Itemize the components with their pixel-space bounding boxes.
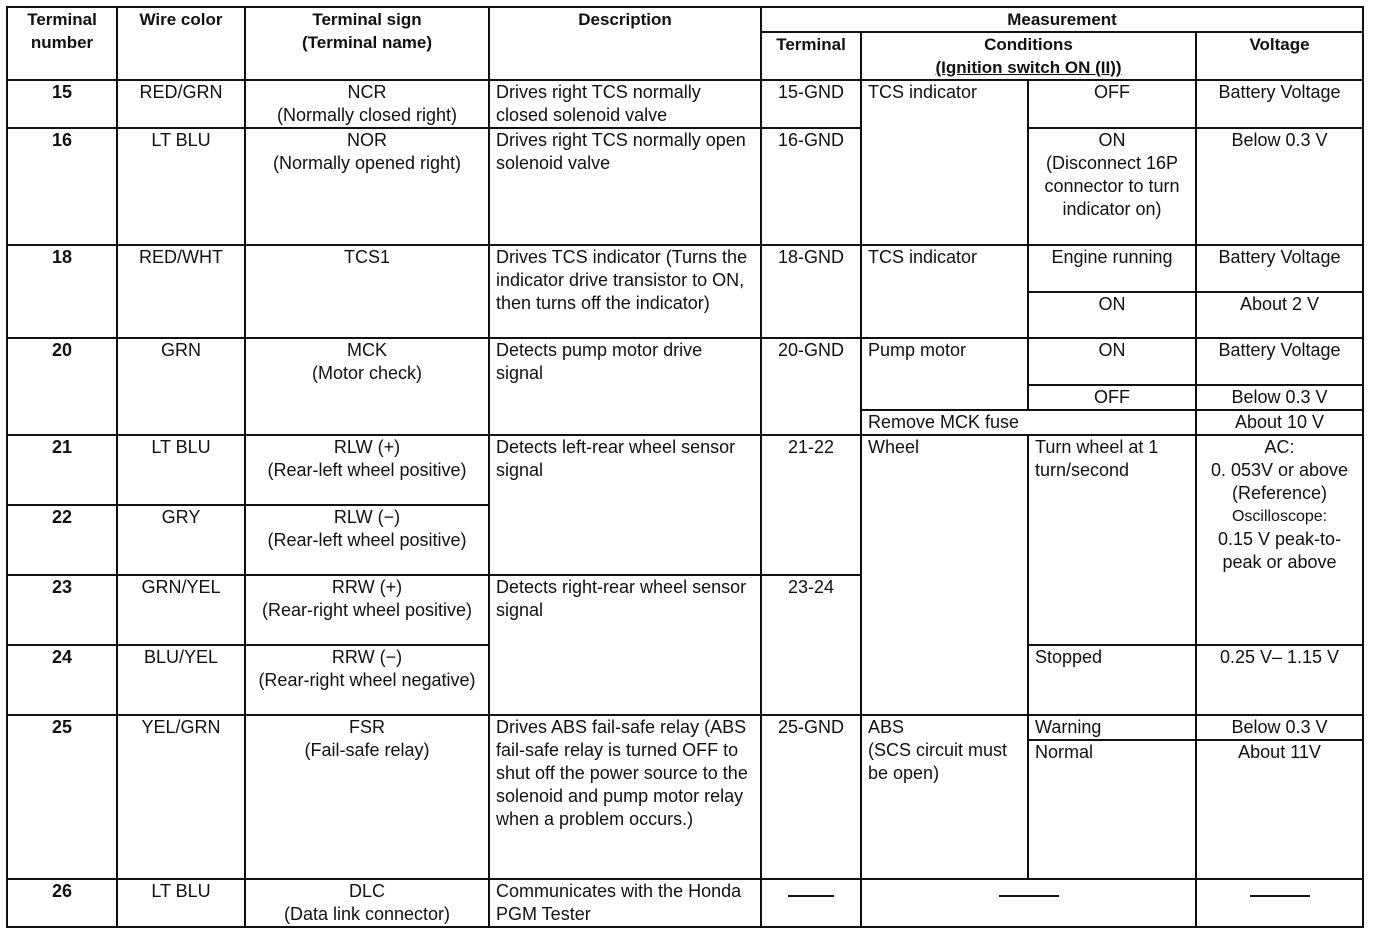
voltage-dash bbox=[1196, 879, 1363, 927]
dash-mark bbox=[1250, 895, 1310, 897]
measure-terminal-dash bbox=[761, 879, 861, 927]
terminal-sign: NCR (Normally closed right) bbox=[245, 80, 489, 128]
wire-color: LT BLU bbox=[117, 879, 245, 927]
voltage: Below 0.3 V bbox=[1196, 715, 1363, 740]
condition: Remove MCK fuse bbox=[861, 410, 1196, 435]
terminal-number: 26 bbox=[7, 879, 117, 927]
terminal-number: 15 bbox=[7, 80, 117, 128]
description: Detects right-rear wheel sensor signal bbox=[489, 575, 761, 715]
condition: Wheel bbox=[861, 435, 1028, 715]
table-row bbox=[7, 245, 1363, 292]
condition-state: OFF bbox=[1028, 385, 1196, 410]
condition: Pump motor bbox=[861, 338, 1028, 410]
header-terminal: Terminal bbox=[761, 32, 861, 80]
measure-terminal: 15-GND bbox=[761, 80, 861, 128]
condition-state: ON bbox=[1028, 338, 1196, 385]
dash-mark bbox=[999, 895, 1059, 897]
terminal-sign: RRW (+) (Rear-right wheel positive) bbox=[245, 575, 489, 645]
table-row bbox=[7, 338, 1363, 385]
table-row bbox=[7, 715, 1363, 740]
condition: TCS indicator bbox=[861, 80, 1028, 245]
description: Drives ABS fail-safe relay (ABS fail-safe relay is turned OFF to shut off the power source to the solenoid and pump motor relay when a problem occurs.) bbox=[489, 715, 761, 879]
dash-mark bbox=[788, 895, 834, 897]
terminal-number: 23 bbox=[7, 575, 117, 645]
terminal-number: 22 bbox=[7, 505, 117, 575]
description: Drives right TCS normally open solenoid valve bbox=[489, 128, 761, 245]
condition-state: Turn wheel at 1 turn/second bbox=[1028, 435, 1196, 645]
condition: ABS (SCS circuit must be open) bbox=[861, 715, 1028, 879]
terminal-number: 20 bbox=[7, 338, 117, 435]
terminal-sign: MCK (Motor check) bbox=[245, 338, 489, 435]
table-row bbox=[7, 80, 1363, 128]
terminal-sign: DLC (Data link connector) bbox=[245, 879, 489, 927]
description: Detects left-rear wheel sensor signal bbox=[489, 435, 761, 575]
description: Drives right TCS normally closed solenoid valve bbox=[489, 80, 761, 128]
wire-color: LT BLU bbox=[117, 128, 245, 245]
voltage: AC: 0. 053V or above (Reference) Oscilloscope: 0.15 V peak-to-peak or above bbox=[1196, 435, 1363, 645]
terminal-number: 16 bbox=[7, 128, 117, 245]
measure-terminal: 20-GND bbox=[761, 338, 861, 435]
voltage: Battery Voltage bbox=[1196, 245, 1363, 292]
terminal-sign: RLW (+) (Rear-left wheel positive) bbox=[245, 435, 489, 505]
condition-state: Normal bbox=[1028, 740, 1196, 879]
header-description: Description bbox=[489, 7, 761, 80]
condition-state: ON bbox=[1028, 292, 1196, 338]
voltage: Battery Voltage bbox=[1196, 80, 1363, 128]
table-row bbox=[7, 128, 1363, 245]
header-voltage: Voltage bbox=[1196, 32, 1363, 80]
measure-terminal: 16-GND bbox=[761, 128, 861, 245]
voltage: Below 0.3 V bbox=[1196, 385, 1363, 410]
condition-state: Warning bbox=[1028, 715, 1196, 740]
wire-color: RED/GRN bbox=[117, 80, 245, 128]
wire-color: GRN/YEL bbox=[117, 575, 245, 645]
header-terminal-sign: Terminal sign (Terminal name) bbox=[245, 7, 489, 80]
table-row bbox=[7, 879, 1363, 927]
table-row bbox=[7, 435, 1363, 505]
description: Detects pump motor drive signal bbox=[489, 338, 761, 435]
condition-state: ON (Disconnect 16P connector to turn indicator on) bbox=[1028, 128, 1196, 245]
wire-color: LT BLU bbox=[117, 435, 245, 505]
condition-dash bbox=[861, 879, 1196, 927]
header-conditions: Conditions (Ignition switch ON (II)) bbox=[861, 32, 1196, 80]
terminal-number: 21 bbox=[7, 435, 117, 505]
voltage: About 2 V bbox=[1196, 292, 1363, 338]
terminal-measurement-table bbox=[6, 6, 1364, 928]
header-wire-color: Wire color bbox=[117, 7, 245, 80]
terminal-number: 25 bbox=[7, 715, 117, 879]
measure-terminal: 25-GND bbox=[761, 715, 861, 879]
description: Communicates with the Honda PGM Tester bbox=[489, 879, 761, 927]
header-terminal-number: Terminal number bbox=[7, 7, 117, 80]
voltage: About 10 V bbox=[1196, 410, 1363, 435]
terminal-number: 24 bbox=[7, 645, 117, 715]
terminal-table-page bbox=[6, 6, 1362, 928]
condition-state: OFF bbox=[1028, 80, 1196, 128]
measure-terminal: 23-24 bbox=[761, 575, 861, 715]
voltage: Battery Voltage bbox=[1196, 338, 1363, 385]
terminal-sign: TCS1 bbox=[245, 245, 489, 338]
wire-color: YEL/GRN bbox=[117, 715, 245, 879]
terminal-sign: FSR (Fail-safe relay) bbox=[245, 715, 489, 879]
measure-terminal: 18-GND bbox=[761, 245, 861, 338]
measure-terminal: 21-22 bbox=[761, 435, 861, 575]
terminal-sign: RLW (−) (Rear-left wheel positive) bbox=[245, 505, 489, 575]
wire-color: GRY bbox=[117, 505, 245, 575]
voltage: About 11V bbox=[1196, 740, 1363, 879]
header-measurement: Measurement bbox=[761, 7, 1363, 32]
voltage: 0.25 V– 1.15 V bbox=[1196, 645, 1363, 715]
terminal-sign: RRW (−) (Rear-right wheel negative) bbox=[245, 645, 489, 715]
description: Drives TCS indicator (Turns the indicator drive transistor to ON, then turns off the indicator) bbox=[489, 245, 761, 338]
condition-state: Engine running bbox=[1028, 245, 1196, 292]
wire-color: GRN bbox=[117, 338, 245, 435]
terminal-number: 18 bbox=[7, 245, 117, 338]
voltage: Below 0.3 V bbox=[1196, 128, 1363, 245]
terminal-sign: NOR (Normally opened right) bbox=[245, 128, 489, 245]
condition-state: Stopped bbox=[1028, 645, 1196, 715]
condition: TCS indicator bbox=[861, 245, 1028, 338]
wire-color: BLU/YEL bbox=[117, 645, 245, 715]
wire-color: RED/WHT bbox=[117, 245, 245, 338]
